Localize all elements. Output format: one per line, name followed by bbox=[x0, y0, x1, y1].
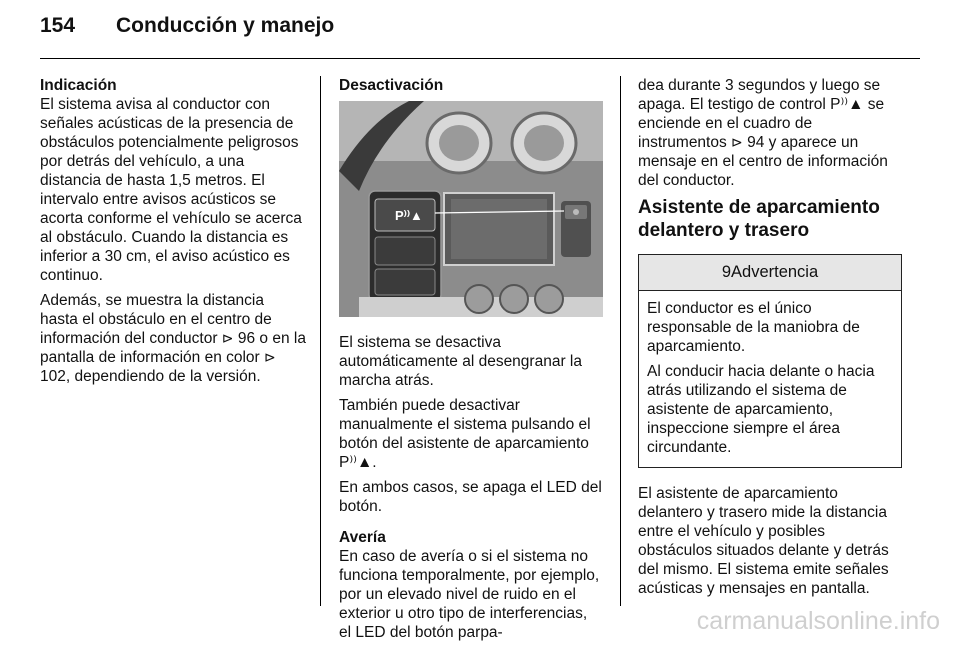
ref-arrow-icon: ⊳ bbox=[221, 330, 234, 346]
column-left bbox=[40, 76, 306, 392]
paragraph: En ambos casos, se apaga el LED del botón. bbox=[339, 479, 602, 515]
paragraph: Al conducir hacia delante o hacia atrás utilizando el sistema de asistente de aparcamiento, inspeccione siempre el área circundante. bbox=[647, 363, 875, 456]
page-title: Conducción y manejo bbox=[116, 14, 335, 37]
watermark: carmanualsonline.info bbox=[696, 607, 940, 635]
paragraph: También puede desactivar manualmente el sistema pulsando el botón del asistente de aparcamiento P⁾⁾▲. bbox=[339, 397, 591, 471]
warning-title-text: Advertencia bbox=[731, 263, 819, 281]
page-reference[interactable]: 94 bbox=[747, 134, 765, 151]
paragraph bbox=[638, 76, 902, 190]
paragraph: El sistema avisa al conductor con señales acústicas de la presencia de obstáculos potencialmente peligrosos por detrás del vehículo, a una distancia de hasta 1,5 metros. El intervalo entre avisos acústicos se acorta conforme el vehículo se acerca al obstáculo. Cuando la distancia es inferior a 30 cm, el aviso acústico es continuo. bbox=[40, 96, 302, 284]
section-heading: Avería bbox=[339, 529, 386, 546]
paragraph: En caso de avería o si el sistema no funciona temporalmente, por ejemplo, por un elevado nivel de ruido en el exterior u otro tipo de interferencias, el LED del botón parpa- bbox=[339, 548, 600, 641]
column-divider bbox=[620, 76, 621, 606]
warning-title bbox=[639, 255, 901, 291]
ref-arrow-icon: ⊳ bbox=[264, 349, 276, 365]
column-middle bbox=[339, 76, 603, 648]
column-divider bbox=[320, 76, 321, 606]
section-heading: Indicación bbox=[40, 77, 117, 94]
header-rule bbox=[40, 58, 920, 59]
paragraph: El asistente de aparcamiento delantero y trasero mide la distancia entre el vehículo y posibles obstáculos situados delante y detrás del mismo. El sistema emite señales acústicas y mensajes en pantalla. bbox=[638, 485, 889, 597]
text: Además, se muestra la distancia hasta el obstáculo en el centro de información del conductor bbox=[40, 292, 272, 347]
text: y aparece un mensaje en el centro de información del conductor. bbox=[638, 134, 888, 189]
section-heading: Desactivación bbox=[339, 77, 444, 94]
page-header bbox=[40, 14, 334, 38]
warning-body bbox=[639, 291, 901, 467]
ref-arrow-icon: ⊳ bbox=[731, 134, 743, 150]
warning-box bbox=[638, 254, 902, 468]
paragraph: El sistema se desactiva automáticamente al desengranar la marcha atrás. bbox=[339, 334, 582, 389]
page-reference[interactable]: 102 bbox=[40, 368, 66, 385]
text: , dependiendo de la versión. bbox=[65, 368, 261, 385]
page-number: 154 bbox=[40, 14, 76, 37]
section-heading: Asistente de aparcamiento delantero y trasero bbox=[638, 197, 880, 241]
park-button-label: P⁾⁾▲ bbox=[395, 208, 423, 223]
paragraph bbox=[40, 291, 306, 386]
dashboard-photo bbox=[339, 101, 603, 317]
column-right bbox=[638, 76, 902, 604]
page-reference[interactable]: 96 bbox=[237, 330, 256, 347]
paragraph: El conductor es el único responsable de la maniobra de aparcamiento. bbox=[647, 300, 860, 355]
text: o en la pantalla de información en color bbox=[40, 330, 306, 366]
warning-icon: 9 bbox=[721, 263, 732, 281]
text: dea durante 3 segundos y luego se apaga. El testigo de control P⁾⁾▲ se enciende en el cuadro de instrumentos bbox=[638, 77, 885, 151]
